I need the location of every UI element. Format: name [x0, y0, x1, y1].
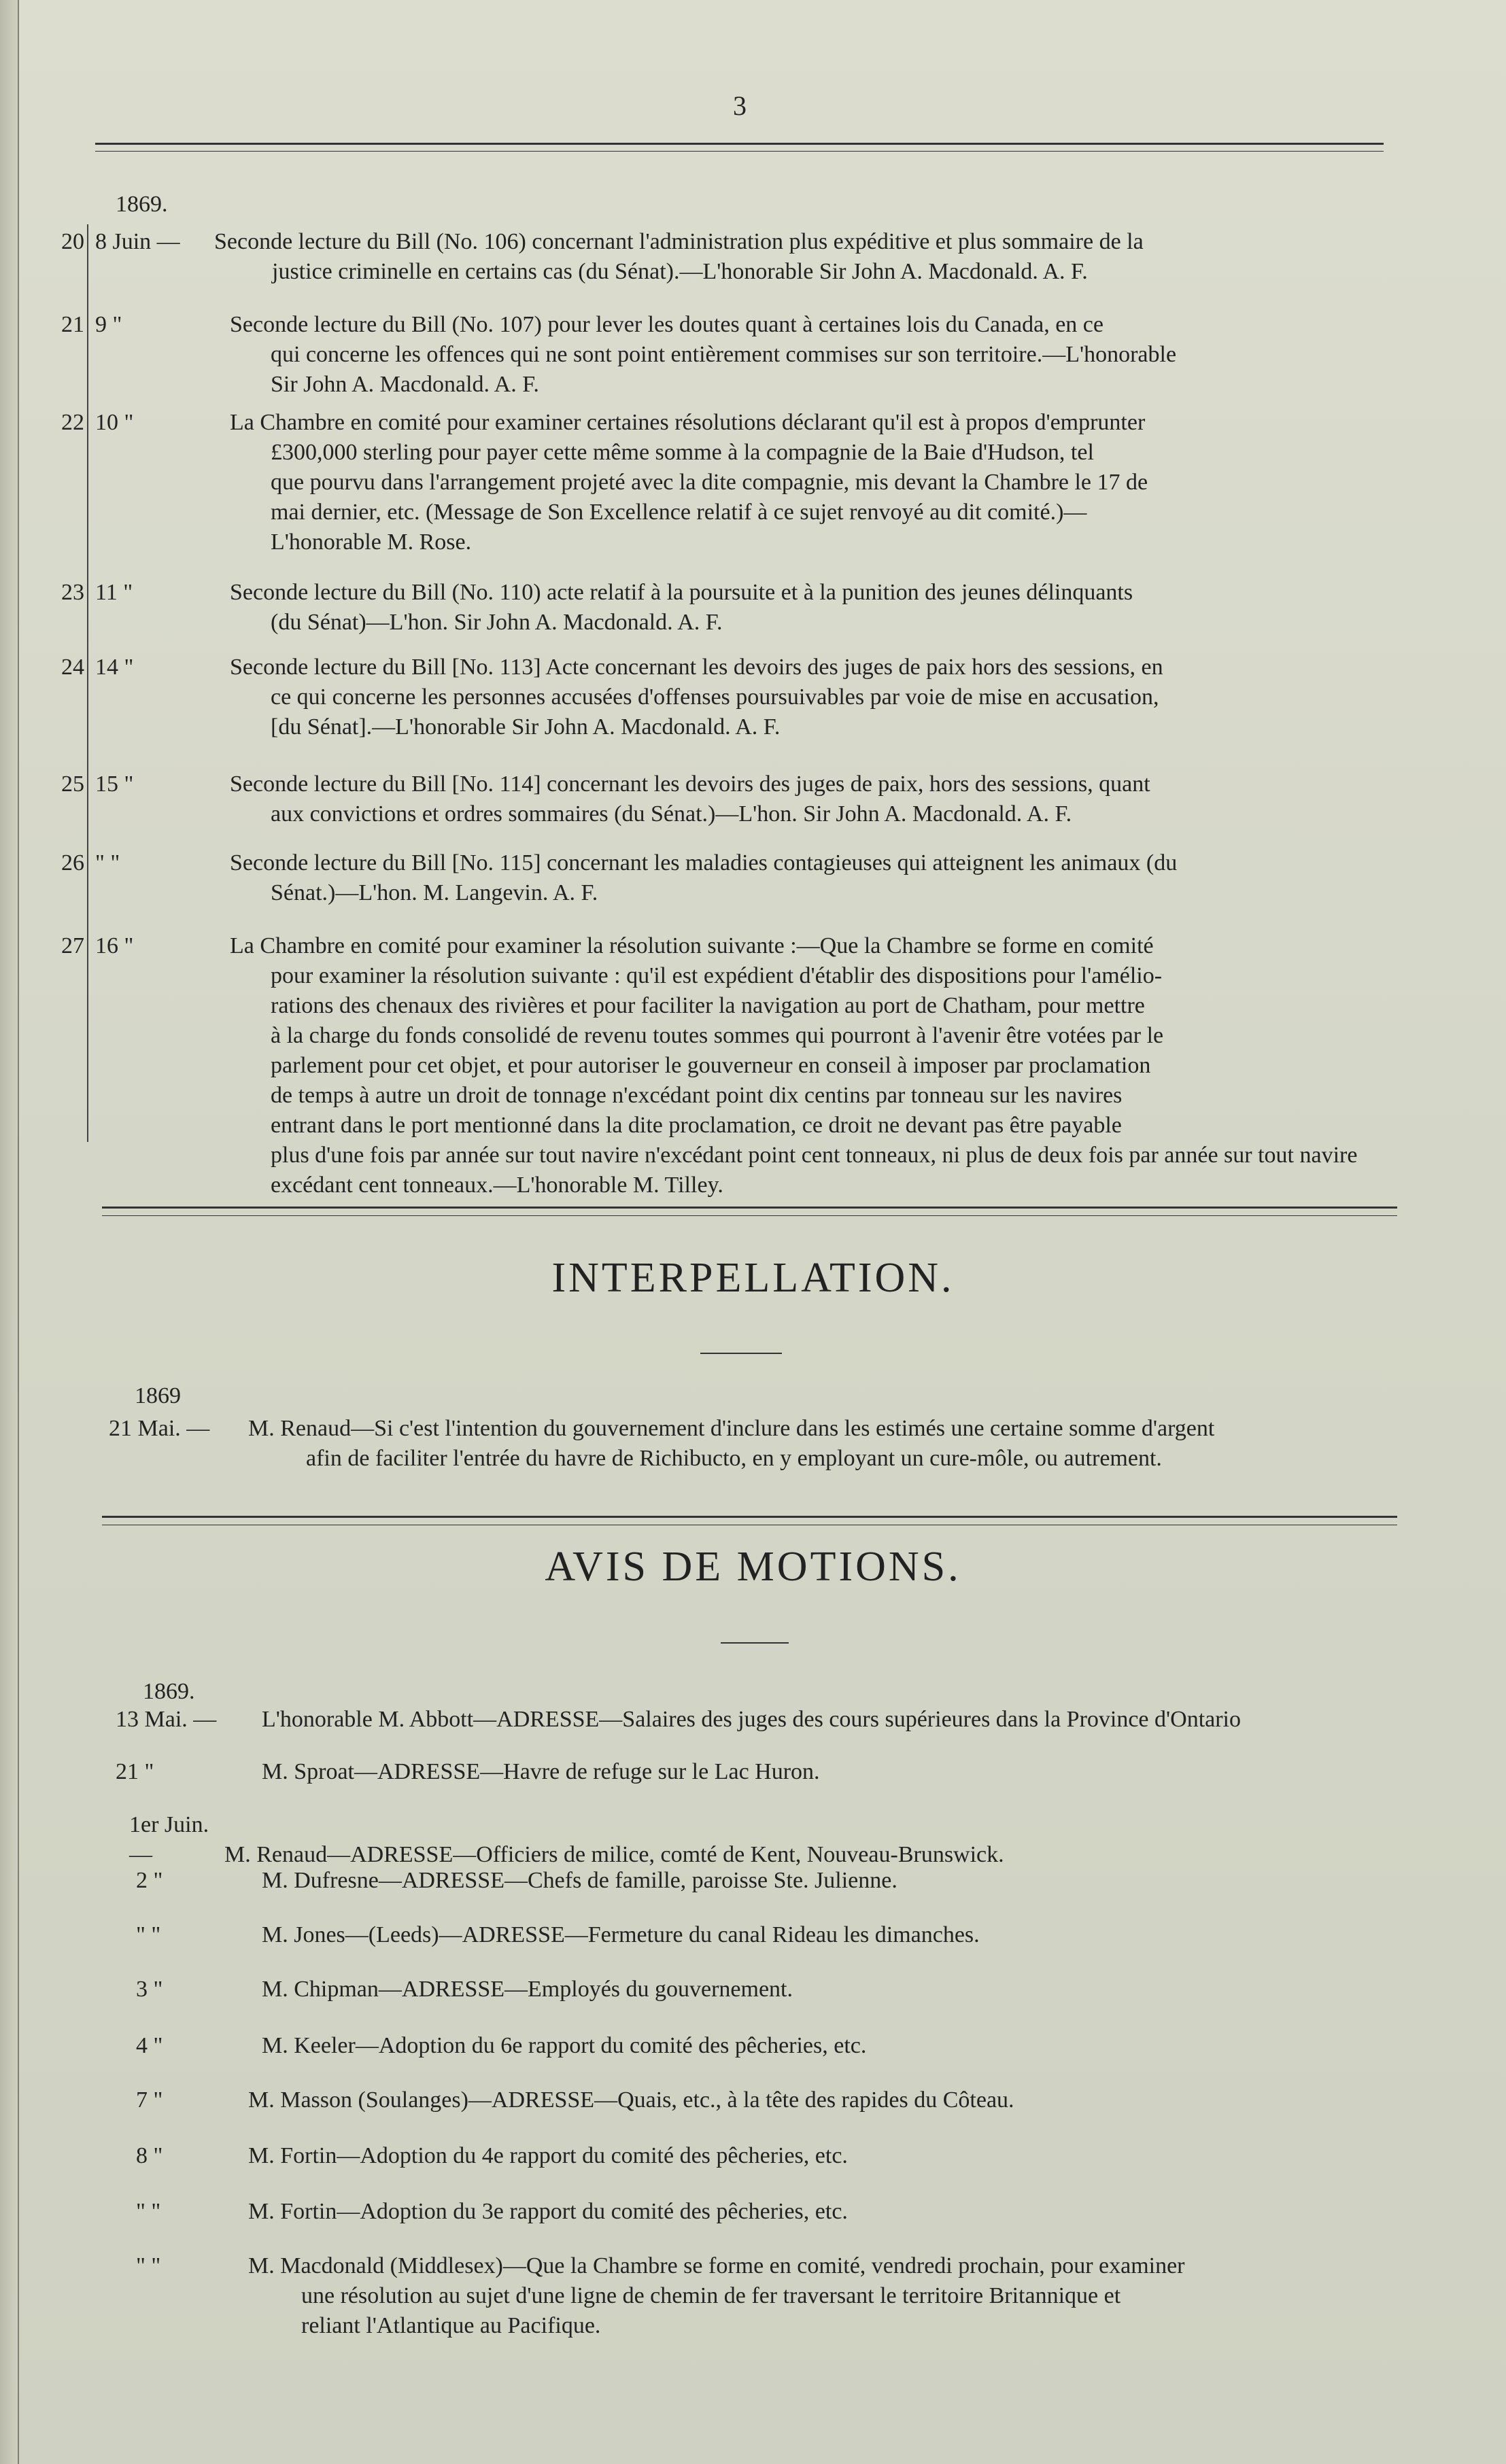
bill-entry-20 [54, 227, 1397, 287]
entry-date: 11 " [95, 580, 133, 605]
header-rule-thin [95, 151, 1384, 152]
motion-item: 21 " M. Sproat—ADRESSE—Havre de refuge sur le Lac Huron. [116, 1759, 820, 1784]
entry-date: 15 " [95, 771, 134, 797]
entry-number: 21 [61, 312, 84, 337]
section-title-avis-de-motions: AVIS DE MOTIONS. [545, 1544, 961, 1590]
motion-item: 3 " M. Chipman—ADRESSE—Employés du gouvernement. [136, 1977, 793, 2002]
entry-date: 21 Mai. — [109, 1416, 210, 1441]
entry-text: Seconde lecture du Bill [No. 113] Acte concernant les devoirs des juges de paix hors des sessions, en ce qui concerne les personnes accusées d'offenses poursuivables par voie de mise en accusation, [du Sénat].—L'honorable Sir John A. Macdonald. A. F. [230, 655, 1163, 740]
bill-entry-21 [54, 310, 1397, 400]
entry-text: La Chambre en comité pour examiner la résolution suivante :—Que la Chambre se forme en comité pour examiner la résolution suivante : qu'il est expédient d'établir des dispositions pour l'amélio- rations des chenaux des rivières et pour faciliter la navigation au port de Chatham, pour mettre à la charge du fonds consolidé de revenu toutes sommes qui pourront à l'avenir être votées par le parlement pour cet objet, et pour autoriser le gouverneur en conseil à imposer par proclamation de temps à autre un droit de tonnage n'excédant point dix centins par tonneau sur les navires entrant dans le port mentionné dans la dite proclamation, ce droit ne devant pas être payable plus d'une fois par année sur tout navire n'excédant point cent tonneaux, ni plus de deux fois par année sur tout navire excédant cent tonneaux.—L'honorable M. Tilley. [230, 933, 1358, 1198]
motion-item: 1er Juin.— M. Renaud—ADRESSE—Officiers de milice, comté de Kent, Nouveau-Brunswick. [129, 1812, 1004, 1867]
ornament-rule [721, 1642, 789, 1644]
bill-entry-23 [54, 578, 1397, 638]
bill-entry-22 [54, 408, 1397, 557]
motion-item: " " M. Fortin—Adoption du 3e rapport du comité des pêcheries, etc. [136, 2199, 848, 2224]
bill-entry-26 [54, 848, 1397, 908]
entry-number: 27 [61, 933, 84, 958]
interpellation-entry [109, 1414, 1397, 1474]
page-number: 3 [733, 90, 747, 121]
header-rule [95, 143, 1384, 145]
year-label: 1869 [135, 1383, 181, 1408]
bill-entry-25 [54, 769, 1397, 829]
entry-number: 24 [61, 655, 84, 680]
entry-date: 14 " [95, 655, 134, 680]
bill-entry-24 [54, 653, 1397, 742]
entry-text: Seconde lecture du Bill (No. 107) pour lever les doutes quant à certaines lois du Canada, en ce qui concerne les offences qui ne sont point entièrement commises sur son territoire.—L'honorable Sir John A. Macdonald. A. F. [230, 312, 1177, 397]
entry-text: La Chambre en comité pour examiner certaines résolutions déclarant qu'il est à propos d'emprunter £300,000 sterling pour payer cette même somme à la compagnie de la Baie d'Hudson, tel que pourvu dans l'arrangement projeté avec la dite compagnie, mis devant la Chambre le 17 de mai dernier, etc. (Message de Son Excellence relatif à ce sujet renvoyé au dit comité.)— L'honorable M. Rose. [230, 410, 1148, 555]
year-label: 1869. [143, 1679, 195, 1704]
motion-item: 7 " M. Masson (Soulanges)—ADRESSE—Quais, etc., à la tête des rapides du Côteau. [136, 2087, 1014, 2113]
entry-date: 16 " [95, 933, 134, 958]
entry-date: 10 " [95, 410, 134, 435]
section-rule [102, 1516, 1397, 1518]
entry-date: " " [95, 850, 120, 875]
entry-number: 25 [61, 771, 84, 797]
entry-number: 20 [61, 229, 84, 254]
ornament-rule [700, 1353, 782, 1354]
entry-text: Seconde lecture du Bill (No. 110) acte relatif à la poursuite et à la punition des jeunes délinquants (du Sénat)—L'hon. Sir John A. Macdonald. A. F. [230, 580, 1133, 635]
entry-number: 26 [61, 850, 84, 875]
motion-item: 2 " M. Dufresne—ADRESSE—Chefs de famille, paroisse Ste. Julienne. [136, 1868, 897, 1893]
motion-item: 8 " M. Fortin—Adoption du 4e rapport du comité des pêcheries, etc. [136, 2143, 848, 2168]
section-rule-thin [102, 1215, 1397, 1216]
entry-number: 22 [61, 410, 84, 435]
bill-entry-27 [54, 931, 1397, 1200]
entry-text: Seconde lecture du Bill (No. 106) concernant l'administration plus expéditive et plus sommaire de la justice criminelle en certains cas (du Sénat).—L'honorable Sir John A. Macdonald. A. F. [214, 229, 1144, 284]
motion-item: " " M. Macdonald (Middlesex)—Que la Chambre se forme en comité, vendredi prochain, pour examiner une résolution au sujet d'une ligne de chemin de fer traversant le territoire Britannique et reliant l'Atlantique au Pacifique. [136, 2253, 1185, 2338]
section-title-interpellation: INTERPELLATION. [551, 1255, 955, 1301]
entry-text: M. Renaud—Si c'est l'intention du gouvernement d'inclure dans les estimés une certaine somme d'argent afin de faciliter l'entrée du havre de Richibucto, en y employant un cure-môle, ou autrement. [248, 1416, 1215, 1471]
entry-text: Seconde lecture du Bill [No. 115] concernant les maladies contagieuses qui atteignent les animaux (du Sénat.)—L'hon. M. Langevin. A. F. [230, 850, 1178, 905]
motion-item: 4 " M. Keeler—Adoption du 6e rapport du comité des pêcheries, etc. [136, 2033, 867, 2058]
entry-date: 8 Juin — [95, 229, 180, 254]
year-label: 1869. [116, 192, 168, 217]
section-rule [102, 1207, 1397, 1209]
binding-spine [0, 0, 19, 2464]
motion-item: 13 Mai. — L'honorable M. Abbott—ADRESSE—Salaires des juges des cours supérieures dans la Province d'Ontario [116, 1707, 1242, 1732]
motion-item: " " M. Jones—(Leeds)—ADRESSE—Fermeture du canal Rideau les dimanches. [136, 1922, 980, 1947]
entry-text: Seconde lecture du Bill [No. 114] concernant les devoirs des juges de paix, hors des sessions, quant aux convictions et ordres sommaires (du Sénat.)—L'hon. Sir John A. Macdonald. A. F. [230, 771, 1150, 827]
entry-number: 23 [61, 580, 84, 605]
entry-date: 9 " [95, 312, 122, 337]
